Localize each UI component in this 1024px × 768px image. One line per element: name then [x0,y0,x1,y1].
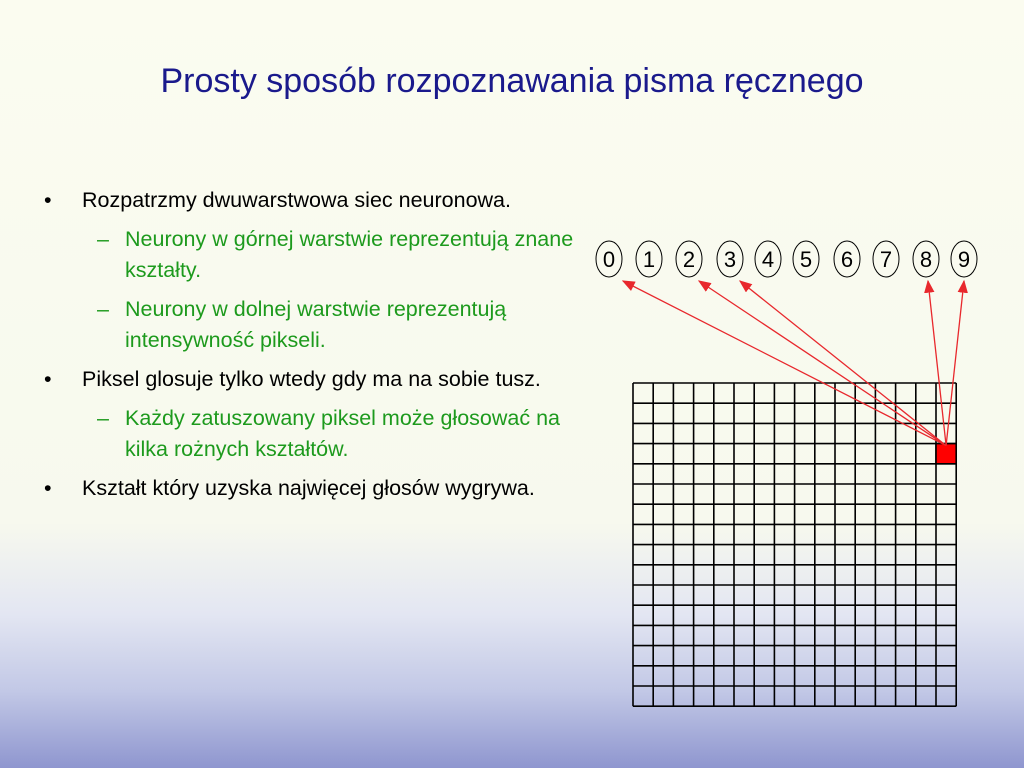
digit-label: 7 [879,247,893,272]
sub-bullet-item: – Neurony w górnej warstwie reprezentują znane kształty. [97,227,574,282]
digit-label: 6 [840,247,854,272]
vote-arrow-3 [740,281,946,446]
bullet-item: • Kształt który uzyska najwięcej głosów wygrywa. [44,476,535,500]
digit-label: 5 [799,247,813,272]
digit-label: 4 [761,247,775,272]
digit-label: 9 [957,247,971,272]
vote-arrow-0 [623,281,946,446]
digit-label: 8 [919,247,933,272]
bullet-item: • Rozpatrzmy dwuwarstwowa siec neuronowa. [44,188,511,212]
digit-neurons [596,241,977,277]
digit-label: 3 [723,247,737,272]
inked-pixel [936,444,956,464]
sub-bullet-item: – Neurony w dolnej warstwie reprezentują intensywność pikseli. [97,297,507,352]
vote-arrow-9 [946,281,964,446]
sub-bullet-item: – Każdy zatuszowany piksel może głosować na kilka rożnych kształtów. [97,406,560,461]
slide-title: Prosty sposób rozpoznawania pisma ręcznego [160,62,864,100]
pixel-grid [633,383,956,706]
vote-arrow-8 [928,281,946,446]
vote-arrow-2 [699,281,946,446]
digit-label: 0 [602,247,616,272]
digit-label: 1 [642,247,656,272]
bullet-item: • Piksel glosuje tylko wtedy gdy ma na sobie tusz. [44,367,541,391]
digit-label: 2 [682,247,696,272]
